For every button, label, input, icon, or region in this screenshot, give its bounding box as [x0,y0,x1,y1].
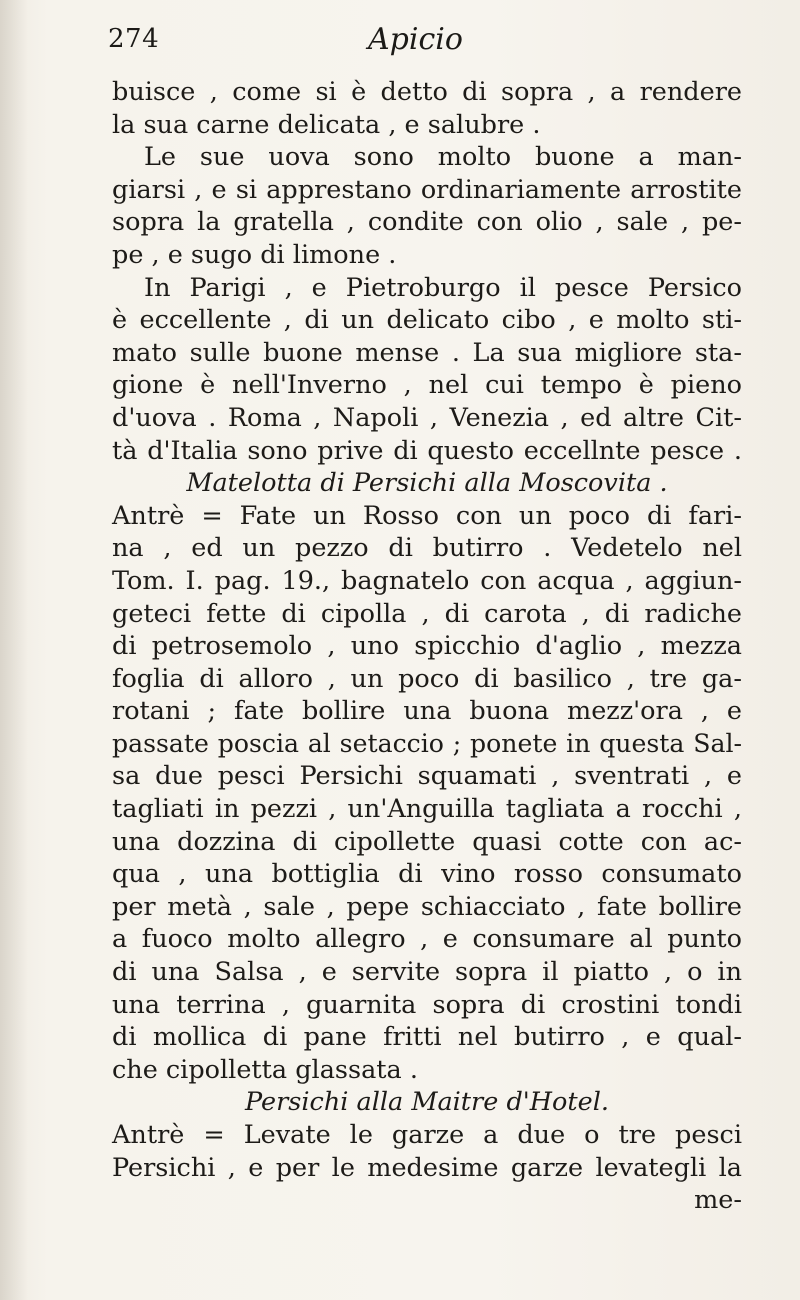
text-line: di una Salsa , e servite sopra il piatto , o in [112,957,742,988]
body-text [112,76,742,1217]
text-line: sopra la gratella , condite con olio , sale , pe- [112,207,742,238]
text-line: Antrè = Fate un Rosso con un poco di fari- [112,500,742,531]
text-line: Le sue uova sono molto buone a man- [144,142,742,173]
running-title: Apicio [368,22,463,57]
text-line: Persichi , e per le medesime garze levategli la [112,1152,742,1183]
text-line: In Parigi , e Pietroburgo il pesce Persico [144,272,742,303]
text-line: buisce , come si è detto di sopra , a rendere [112,77,742,107]
text-line: è eccellente , di un delicato cibo , e molto sti- [112,305,742,336]
text-line: di petrosemolo , uno spicchio d'aglio , mezza [112,631,742,662]
text-line: di mollica di pane fritti nel butirro , e qual- [112,1022,742,1053]
text-line: Tom. I. pag. 19., bagnatelo con acqua , aggiun- [112,565,742,596]
text-line: Antrè = Levate le garze a due o tre pesci [112,1120,742,1150]
text-line: sa due pesci Persichi squamati , sventrati , e [112,761,742,792]
text-line: na , ed un pezzo di butirro . Vedetelo nel [112,533,742,564]
text-line: mato sulle buone mense . La sua migliore sta- [112,337,742,368]
text-line: la sua carne delicata , e salubre . [112,109,541,140]
text-line: una dozzina di cipollette quasi cotte con ac- [112,826,742,857]
spine-shadow [0,0,28,1300]
text-line: passate poscia al setaccio ; ponete in questa Sal- [112,728,742,758]
text-line: geteci fette di cipolla , di carota , di radiche [112,598,742,629]
text-line: tà d'Italia sono prive di questo eccellnte pesce . [112,435,742,466]
text-line: una terrina , guarnita sopra di crostini tondi [112,989,742,1020]
text-line: tagliati in pezzi , un'Anguilla tagliata a rocchi , [112,794,742,825]
catchword: me- [694,1185,742,1216]
text-line: foglia di alloro , un poco di basilico , tre ga- [112,663,742,694]
recipe-heading: Matelotta di Persichi alla Moscovita . [186,468,668,499]
text-line: d'uova . Roma , Napoli , Venezia , ed altre Cit- [112,402,742,433]
text-line: che cipolletta glassata . [112,1054,418,1085]
page-header [108,18,708,66]
text-line: rotani ; fate bollire una buona mezz'ora , e [112,696,742,727]
text-line: gione è nell'Inverno , nel cui tempo è pieno [112,370,742,401]
text-line: qua , una bottiglia di vino rosso consumato [112,859,742,890]
text-line: pe , e sugo di limone . [112,239,397,270]
recipe-heading: Persichi alla Maitre d'Hotel. [245,1087,609,1118]
text-line: per metà , sale , pepe schiacciato , fate bollire [112,891,742,922]
text-line: giarsi , e si apprestano ordinariamente arrostite [112,174,742,205]
text-line: a fuoco molto allegro , e consumare al punto [112,924,742,955]
page-number: 274 [108,24,160,54]
